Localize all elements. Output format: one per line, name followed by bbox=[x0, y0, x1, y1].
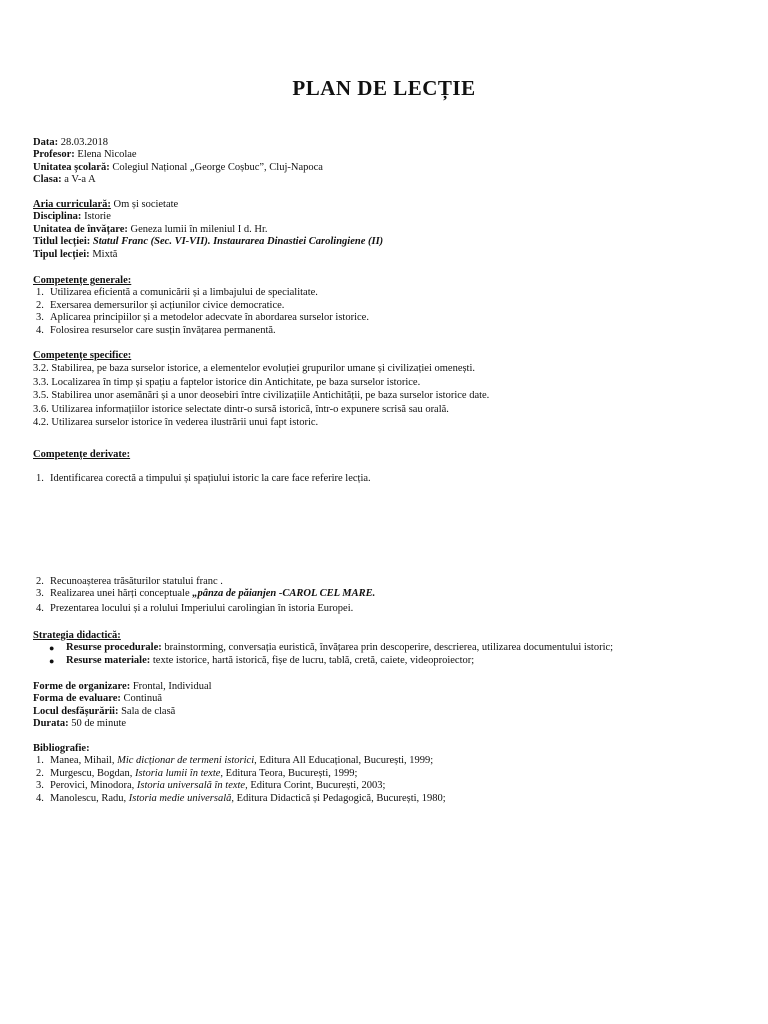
competente-generale bbox=[33, 275, 743, 337]
list-item: 2. Murgescu, Bogdan, Istoria lumii în texte, Editura Teora, București, 1999; bbox=[36, 767, 358, 779]
list-item: 4. Folosirea resurselor care susțin învățarea permanentă. bbox=[36, 324, 276, 336]
info-unitatea: Unitatea școlară: Colegiul Național „George Coșbuc”, Cluj-Napoca bbox=[33, 161, 323, 173]
strategia-didactica bbox=[33, 630, 743, 667]
list-item: 1. Identificarea corectă a timpului și spațiului istoric la care face referire lecția. bbox=[36, 473, 371, 484]
strategia-heading: Strategia didactică: bbox=[33, 630, 121, 641]
list-item: 3. Realizarea unei hărți conceptuale „pânza de păianjen -CAROL CEL MARE. bbox=[36, 588, 376, 600]
curriculum-disciplina: Disciplina: Istorie bbox=[33, 211, 111, 223]
list-item: 1. Manea, Mihail, Mic dicționar de termeni istorici, Editura All Educațional, București, 1999; bbox=[36, 755, 434, 767]
list-item: ● Resurse procedurale: brainstorming, conversația euristică, învățarea prin descoperire, descrierea, utilizarea documentului istoric; bbox=[49, 642, 614, 654]
organizare-evaluare: Forma de evaluare: Continuă bbox=[33, 693, 162, 705]
info-data: Data: 28.03.2018 bbox=[33, 137, 108, 148]
list-item: 3. Perovici, Minodora, Istoria universală în texte, Editura Corint, București, 2003; bbox=[36, 780, 386, 792]
list-item: 3.3. Localizarea în timp și spațiu a faptelor istorice din Antichitate, pe baza surselor istorice. bbox=[33, 376, 421, 388]
list-item: 3. Aplicarea principiilor și a metodelor adecvate în abordarea surselor istorice. bbox=[36, 312, 369, 324]
bibliografie-heading: Bibliografie: bbox=[33, 743, 90, 754]
list-item: 4. Manolescu, Radu, Istoria medie universală, Editura Didactică și Pedagogică, București, 1980; bbox=[36, 792, 446, 804]
competente-derivate-items-rest bbox=[33, 576, 743, 615]
bibliografie bbox=[33, 743, 743, 805]
curriculum-aria: Aria curriculară: Om și societate bbox=[33, 199, 179, 210]
list-item: 3.6. Utilizarea informațiilor istorice selectate dintr-o sursă istorică, într-o expunere scrisă sau orală. bbox=[33, 403, 449, 415]
organizare-forme: Forme de organizare: Frontal, Individual bbox=[33, 681, 212, 692]
list-item: 2. Exersarea demersurilor și acțiunilor civice democratice. bbox=[36, 299, 285, 311]
competente-generale-heading: Competențe generale: bbox=[33, 275, 132, 286]
list-item: 3.2. Stabilirea, pe baza surselor istorice, a elementelor evoluției grupurilor umane și civilizației omenești. bbox=[33, 363, 476, 375]
list-item: 1. Utilizarea eficientă a comunicării și a limbajului de specialitate. bbox=[36, 287, 318, 299]
bullet-icon: ● bbox=[49, 655, 55, 666]
curriculum-tipul: Tipul lecției: Mixtă bbox=[33, 248, 118, 260]
competente-specifice-heading: Competențe specifice: bbox=[33, 350, 132, 361]
page-title: PLAN DE LECȚIE bbox=[292, 76, 476, 100]
curriculum-info bbox=[33, 199, 743, 261]
list-item: 4. Prezentarea locului și a rolului Imperiului carolingian în istoria Europei. bbox=[36, 602, 354, 614]
competente-derivate-item-1 bbox=[33, 473, 743, 485]
list-item: 4.2. Utilizarea surselor istorice în vederea ilustrării unui fapt istoric. bbox=[33, 417, 319, 429]
curriculum-unitatea-invatare: Unitatea de învățare: Geneza lumii în mileniul I d. Hr. bbox=[33, 223, 268, 235]
list-item: 3.5. Stabilirea unor asemănări și a unor deosebiri între civilizațiile Antichității, pe baza surselor istorice date. bbox=[33, 390, 490, 402]
competente-derivate bbox=[33, 449, 743, 461]
bullet-icon: ● bbox=[49, 643, 55, 654]
list-item: 2. Recunoașterea trăsăturilor statului franc . bbox=[36, 576, 223, 587]
info-clasa: Clasa: a V-a A bbox=[33, 174, 96, 186]
organizare-durata: Durata: 50 de minute bbox=[33, 718, 127, 730]
competente-specifice bbox=[33, 350, 743, 430]
info-profesor: Profesor: Elena Nicolae bbox=[33, 149, 137, 161]
competente-derivate-heading: Competențe derivate: bbox=[33, 449, 131, 460]
general-info bbox=[33, 137, 743, 187]
list-item: ● Resurse materiale: texte istorice, hartă istorică, fișe de lucru, tablă, cretă, caiete, videoproiector; bbox=[49, 654, 475, 666]
organizare bbox=[33, 681, 743, 731]
curriculum-titlul: Titlul lecției: Statul Franc (Sec. VI-VII). Instaurarea Dinastiei Carolingiene (II) bbox=[33, 236, 384, 248]
organizare-locul: Locul desfășurării: Sala de clasă bbox=[33, 705, 176, 717]
